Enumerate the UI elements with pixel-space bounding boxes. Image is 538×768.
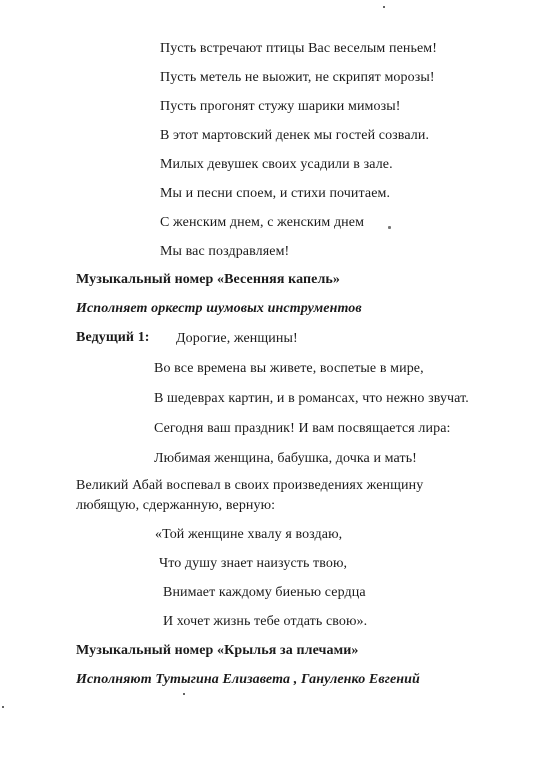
quote-line: Внимает каждому биенью сердца [163, 585, 366, 600]
quote-line: Что душу знает наизусть твою, [159, 556, 348, 571]
host-speech-line: Дорогие, женщины! [176, 331, 298, 346]
poem-line: Сегодня ваш праздник! И вам посвящается лира: [154, 421, 451, 436]
poem-line: С женским днем, с женским днем [160, 215, 365, 230]
poem-line: Пусть прогонят стужу шарики мимозы! [160, 99, 401, 114]
performer-line: Исполняют Тутыгина Елизавета , Гануленко Евгений [76, 672, 420, 687]
musical-number-title: Музыкальный номер «Весенняя капель» [76, 272, 341, 287]
poem-line: Во все времена вы живете, воспетые в мире, [154, 361, 424, 376]
musical-number-title: Музыкальный номер «Крылья за плечами» [76, 643, 359, 658]
scan-speck-top [383, 6, 385, 8]
scan-speck-bottom [183, 693, 185, 695]
poem-line: В шедеврах картин, и в романсах, что нежно звучат. [154, 391, 469, 406]
poem-line: В этот мартовский денек мы гостей созвали. [160, 128, 430, 143]
scan-speck-left [2, 706, 4, 708]
poem-line: Мы вас поздравляем! [160, 244, 290, 259]
quote-line: И хочет жизнь тебе отдать свою». [163, 614, 368, 629]
scan-speck-right [388, 226, 391, 229]
poem-line: Пусть встречают птицы Вас веселым пеньем! [160, 41, 437, 56]
quote-line: «Той женщине хвалу я воздаю, [155, 527, 343, 542]
poem-line: Милых девушек своих усадили в зале. [160, 157, 393, 172]
host-label: Ведущий 1: [76, 330, 150, 345]
prose-line: Великий Абай воспевал в своих произведениях женщину [76, 478, 424, 493]
performer-line: Исполняет оркестр шумовых инструментов [76, 301, 362, 316]
poem-line: Мы и песни споем, и стихи почитаем. [160, 186, 391, 201]
poem-line: Пусть метель не выожит, не скрипят морозы! [160, 70, 435, 85]
prose-line: любящую, сдержанную, верную: [76, 498, 276, 513]
poem-line: Любимая женщина, бабушка, дочка и мать! [154, 451, 417, 466]
